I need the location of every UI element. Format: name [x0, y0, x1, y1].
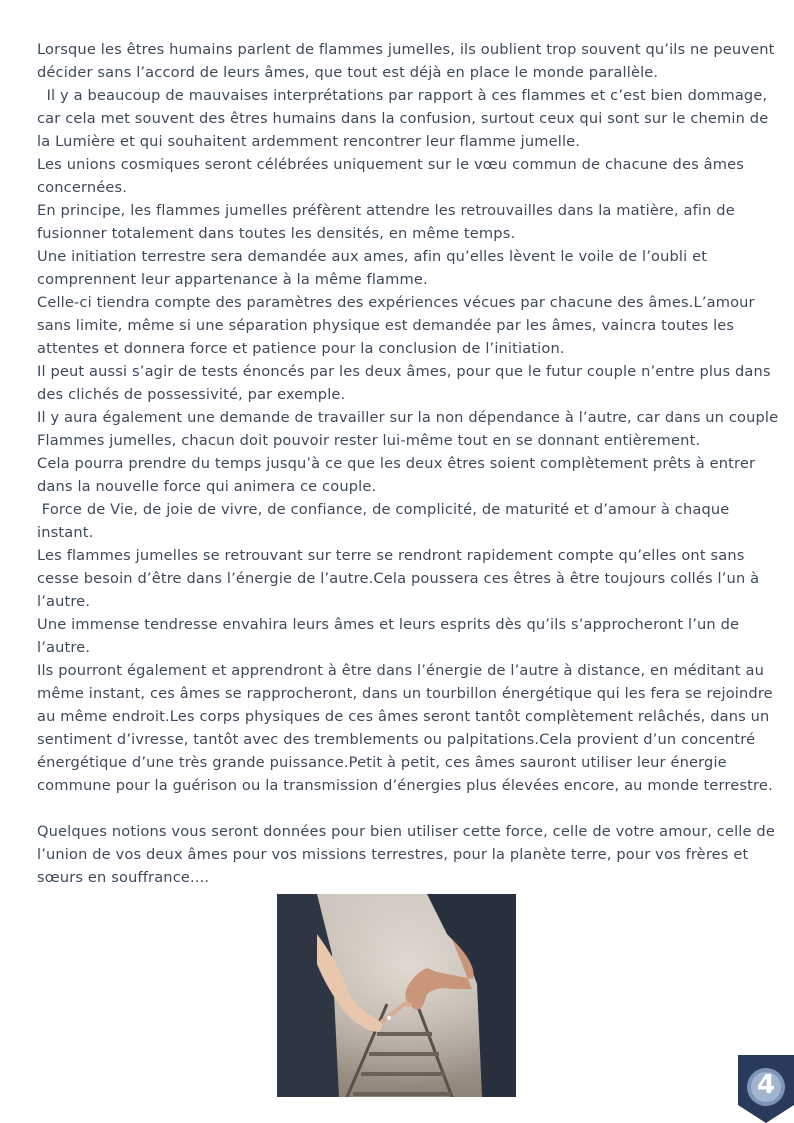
paragraph: Les flammes jumelles se retrouvant sur terre se rendront rapidement compte qu’elles ont sans cesse besoin d’être dans l’énergie de l’autre.Cela poussera ces êtres à être toujours collés l’un à l’autre.	[37, 547, 765, 610]
paragraph: Il y a beaucoup de mauvaises interprétations par rapport à ces flammes et c’est bien dommage, car cela met souvent des êtres humains dans la confusion, surtout ceux qui sont sur le chemin de la Lumière et qui souhaitent ardemment rencontrer leur flamme jumelle.	[37, 87, 774, 150]
paragraph: Celle-ci tiendra compte des paramètres des expériences vécues par chacune des âmes.L’amour sans limite, même si une séparation physique est demandée par les âmes, vaincra toutes les attentes et donnera force et patience pour la conclusion de l’initiation.	[37, 294, 760, 357]
paragraph: Quelques notions vous seront données pour bien utiliser cette force, celle de votre amour, celle de l’union de vos deux âmes pour vos missions terrestres, pour la planète terre, pour vos frères et sœurs en souffrance....	[37, 823, 780, 886]
holding-hands-photo	[277, 894, 516, 1097]
paragraph: Il y aura également une demande de travailler sur la non dépendance à l’autre, car dans un couple Flammes jumelles, chacun doit pouvoir rester lui-même tout en se donnant entièrement.	[37, 409, 784, 449]
paragraph: En principe, les flammes jumelles préfèrent attendre les retrouvailles dans la matière, afin de fusionner totalement dans toutes les densités, en même temps.	[37, 202, 740, 242]
paragraph: Lorsque les êtres humains parlent de flammes jumelles, ils oublient trop souvent qu’ils ne peuvent décider sans l’accord de leurs âmes, que tout est déjà en place le monde parallèle.	[37, 41, 780, 81]
paragraph: Une initiation terrestre sera demandée aux ames, afin qu’elles lèvent le voile de l’oubli et comprennent leur appartenance à la même flamme.	[37, 248, 712, 288]
paragraph: Les unions cosmiques seront célébrées uniquement sur le vœu commun de chacune des âmes concernées.	[37, 156, 749, 196]
document-body	[37, 38, 784, 889]
paragraph: Une immense tendresse envahira leurs âmes et leurs esprits dès qu’ils s’approcheront l’un de l’autre.	[37, 616, 744, 656]
paragraph: Force de Vie, de joie de vivre, de confiance, de complicité, de maturité et d’amour à chaque instant.	[37, 501, 735, 541]
page-number: 4	[756, 1070, 776, 1100]
paragraph: Ils pourront également et apprendront à être dans l’énergie de l’autre à distance, en méditant au même instant, ces âmes se rapprocheront, dans un tourbillon énergétique qui les fera se rejoindre au même endroit.Les corps physiques de ces âmes seront tantôt complètement relâchés, dans un sentiment d’ivresse, tantôt avec des tremblements ou palpitations.Cela provient d’un concentré énergétique d’une très grande puissance.Petit à petit, ces âmes sauront utiliser leur énergie commune pour la guérison ou la transmission d’énergies plus élevées encore, au monde terrestre.	[37, 662, 778, 794]
paragraph: Cela pourra prendre du temps jusqu’à ce que les deux êtres soient complètement prêts à entrer dans la nouvelle force qui animera ce couple.	[37, 455, 760, 495]
paragraph: Il peut aussi s’agir de tests énoncés par les deux âmes, pour que le futur couple n’entre plus dans des clichés de possessivité, par exemple.	[37, 363, 776, 403]
